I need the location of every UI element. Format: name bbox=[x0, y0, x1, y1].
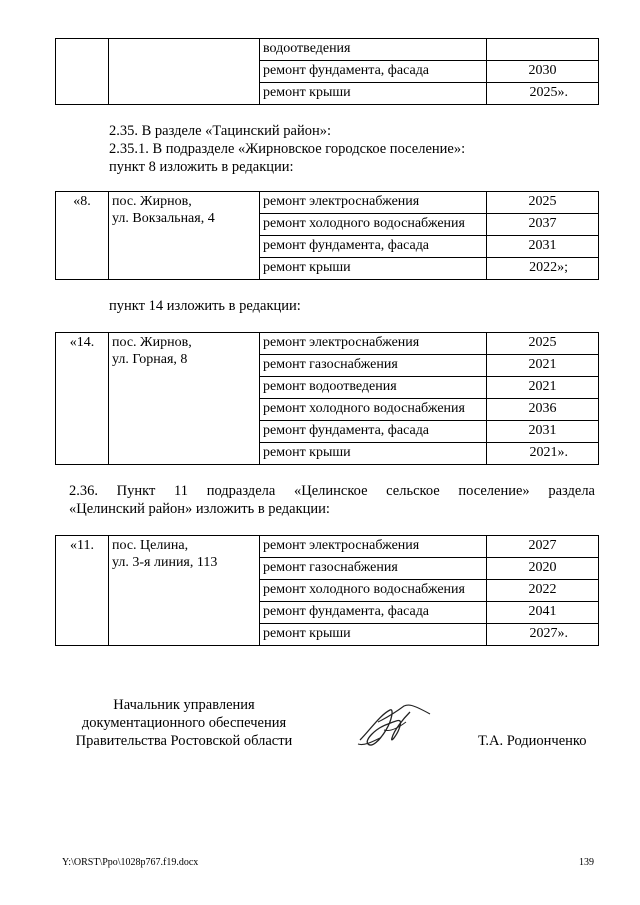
year-cell: 2025 bbox=[487, 333, 599, 355]
address-line-1: пос. Жирнов, bbox=[112, 335, 192, 350]
year-cell: 2025». bbox=[487, 83, 599, 105]
work-cell: ремонт холодного водоснабжения bbox=[260, 399, 487, 421]
work-cell: ремонт холодного водоснабжения bbox=[260, 214, 487, 236]
work-cell: ремонт фундамента, фасада bbox=[260, 602, 487, 624]
paragraph-item-14: пункт 14 изложить в редакции: bbox=[109, 298, 301, 314]
table-row bbox=[56, 83, 599, 105]
work-cell: ремонт электроснабжения bbox=[260, 333, 487, 355]
document-path: Y:\ORST\Ppo\1028p767.f19.docx bbox=[62, 857, 199, 868]
year-cell: 2022 bbox=[487, 580, 599, 602]
paragraph-item-8: пункт 8 изложить в редакции: bbox=[109, 159, 294, 175]
page-number: 139 bbox=[579, 857, 594, 868]
table-row bbox=[56, 192, 599, 214]
address-cell bbox=[109, 192, 260, 280]
address-line-1: пос. Жирнов, bbox=[112, 194, 192, 209]
paragraph-2-36-line-1: 2.36. Пункт 11 подраздела «Целинское сельское поселение» раздела bbox=[69, 483, 595, 499]
handwritten-signature bbox=[350, 700, 440, 756]
year-cell: 2021 bbox=[487, 355, 599, 377]
year-cell: 2030 bbox=[487, 61, 599, 83]
work-cell: ремонт крыши bbox=[260, 443, 487, 465]
address-cell bbox=[109, 536, 260, 646]
work-cell: водоотведения bbox=[260, 39, 487, 61]
work-cell: ремонт газоснабжения bbox=[260, 558, 487, 580]
signer-title-line-1: Начальник управления bbox=[113, 697, 255, 713]
year-cell: 2027». bbox=[487, 624, 599, 646]
work-cell: ремонт крыши bbox=[260, 624, 487, 646]
signer-name: Т.А. Родионченко bbox=[478, 733, 587, 749]
year-cell: 2022»; bbox=[487, 258, 599, 280]
item-number: «14. bbox=[56, 333, 109, 465]
work-cell: ремонт холодного водоснабжения bbox=[260, 580, 487, 602]
work-cell: ремонт электроснабжения bbox=[260, 192, 487, 214]
table-item-11 bbox=[55, 535, 599, 646]
year-cell: 2037 bbox=[487, 214, 599, 236]
paragraph-2-36-line-2: «Целинский район» изложить в редакции: bbox=[69, 501, 330, 517]
table-row bbox=[56, 333, 599, 355]
year-cell: 2021». bbox=[487, 443, 599, 465]
address-line-2: ул. 3-я линия, 113 bbox=[112, 555, 218, 570]
signer-title-line-2: документационного обеспечения bbox=[81, 715, 287, 731]
address-line-1: пос. Целина, bbox=[112, 538, 189, 553]
paragraph-2-35: 2.35. В разделе «Тацинский район»: bbox=[109, 123, 332, 139]
year-cell: 2025 bbox=[487, 192, 599, 214]
year-cell bbox=[487, 39, 599, 61]
item-number: «11. bbox=[56, 536, 109, 646]
work-cell: ремонт фундамента, фасада bbox=[260, 236, 487, 258]
table-continuation bbox=[55, 38, 599, 105]
work-cell: ремонт фундамента, фасада bbox=[260, 61, 487, 83]
work-cell: ремонт водоотведения bbox=[260, 377, 487, 399]
work-cell: ремонт газоснабжения bbox=[260, 355, 487, 377]
work-cell: ремонт крыши bbox=[260, 83, 487, 105]
address-line-2: ул. Горная, 8 bbox=[112, 352, 188, 367]
year-cell: 2020 bbox=[487, 558, 599, 580]
year-cell: 2031 bbox=[487, 236, 599, 258]
address-line-2: ул. Вокзальная, 4 bbox=[112, 211, 215, 226]
year-cell: 2031 bbox=[487, 421, 599, 443]
table-row bbox=[56, 536, 599, 558]
table-item-14 bbox=[55, 332, 599, 465]
item-number: «8. bbox=[56, 192, 109, 280]
year-cell: 2021 bbox=[487, 377, 599, 399]
work-cell: ремонт фундамента, фасада bbox=[260, 421, 487, 443]
year-cell: 2027 bbox=[487, 536, 599, 558]
work-cell: ремонт крыши bbox=[260, 258, 487, 280]
table-item-8 bbox=[55, 191, 599, 280]
paragraph-2-35-1: 2.35.1. В подразделе «Жирновское городское поселение»: bbox=[109, 141, 466, 157]
table-row bbox=[56, 61, 599, 83]
work-cell: ремонт электроснабжения bbox=[260, 536, 487, 558]
address-cell bbox=[109, 333, 260, 465]
year-cell: 2041 bbox=[487, 602, 599, 624]
year-cell: 2036 bbox=[487, 399, 599, 421]
table-row bbox=[56, 39, 599, 61]
signer-title-line-3: Правительства Ростовской области bbox=[75, 733, 293, 749]
